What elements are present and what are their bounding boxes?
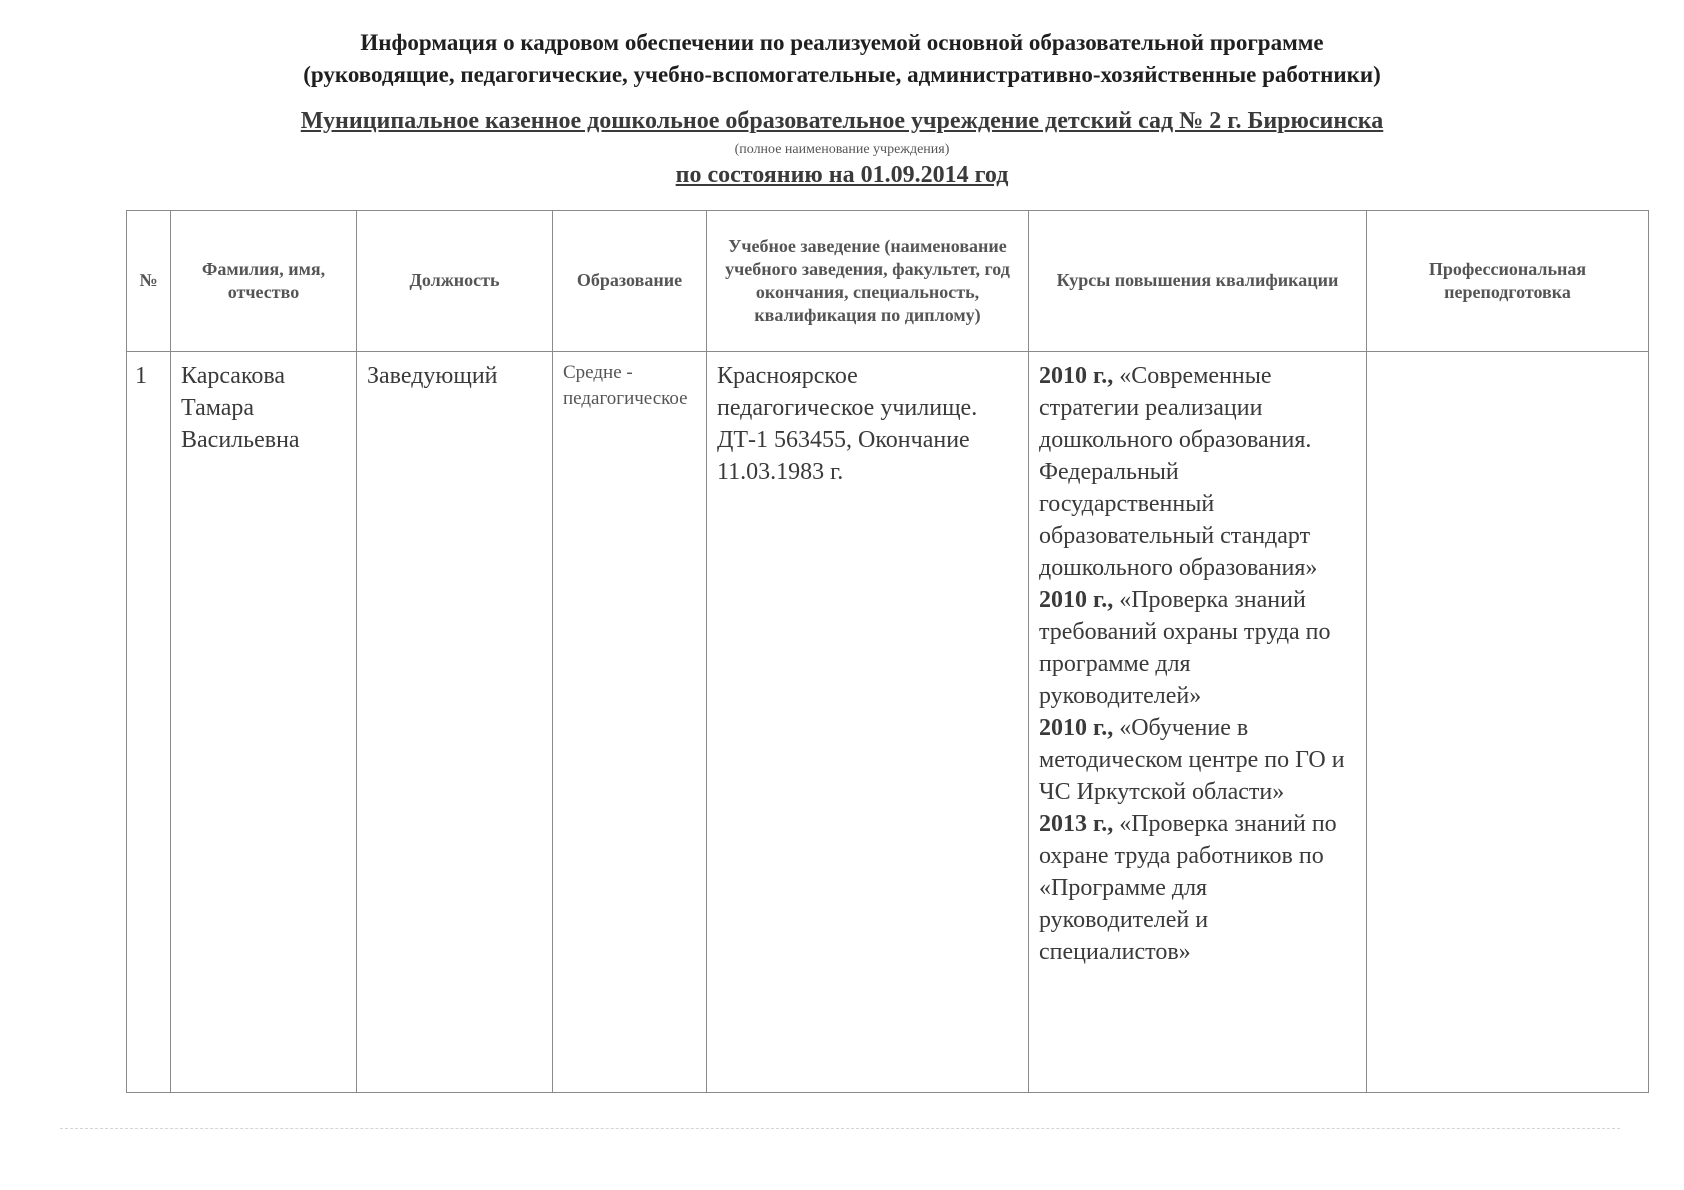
course-item	[1039, 808, 1356, 968]
institution-caption: (полное наименование учреждения)	[734, 142, 950, 157]
header-courses: Курсы повышения квалификации	[1029, 211, 1367, 352]
staff-table	[126, 210, 1649, 1093]
header-num: №	[127, 211, 171, 352]
course-year: 2013 г.,	[1039, 811, 1114, 837]
table-header-row	[127, 211, 1649, 352]
course-text: «Проверка знаний по охране труда работников по «Программе для руководителей и специалистов»	[1039, 811, 1337, 965]
institution-name: Муниципальное казенное дошкольное образовательное учреждение детский сад № 2 г. Бирюсинска	[300, 108, 1384, 134]
document-title: Информация о кадровом обеспечении по реализуемой основной образовательной программе	[360, 30, 1324, 55]
cell-education: Средне - педагогическое	[553, 352, 707, 1093]
course-item	[1039, 360, 1356, 584]
course-text: «Обучение в методическом центре по ГО и ЧС Иркутской области»	[1039, 715, 1345, 805]
document-subtitle: (руководящие, педагогические, учебно-вспомогательные, административно-хозяйственные работники)	[303, 62, 1381, 87]
header-education: Образование	[553, 211, 707, 352]
header-retraining: Профессиональная переподготовка	[1367, 211, 1649, 352]
cell-courses	[1029, 352, 1367, 1093]
header-position: Должность	[357, 211, 553, 352]
date-line: по состоянию на 01.09.2014 год	[675, 162, 1009, 188]
course-year: 2010 г.,	[1039, 587, 1114, 613]
header-name: Фамилия, имя, отчество	[171, 211, 357, 352]
course-text: «Проверка знаний требований охраны труда по программе для руководителей»	[1039, 587, 1331, 709]
cell-retraining	[1367, 352, 1649, 1093]
course-item	[1039, 584, 1356, 712]
course-text: «Современные стратегии реализации дошкольного образования. Федеральный государственный образовательный стандарт дошкольного образования»	[1039, 363, 1318, 581]
course-item	[1039, 712, 1356, 808]
course-year: 2010 г.,	[1039, 363, 1114, 389]
table-row	[127, 352, 1649, 1093]
cell-num: 1	[127, 352, 171, 1093]
course-year: 2010 г.,	[1039, 715, 1114, 741]
cell-institution: Красноярское педагогическое училище. ДТ-1 563455, Окончание 11.03.1983 г.	[707, 352, 1029, 1093]
cell-position: Заведующий	[357, 352, 553, 1093]
header-institution: Учебное заведение (наименование учебного заведения, факультет, год окончания, специальность, квалификация по диплому)	[707, 211, 1029, 352]
scan-artifact-line	[60, 1128, 1620, 1149]
cell-name: Карсакова Тамара Васильевна	[171, 352, 357, 1093]
